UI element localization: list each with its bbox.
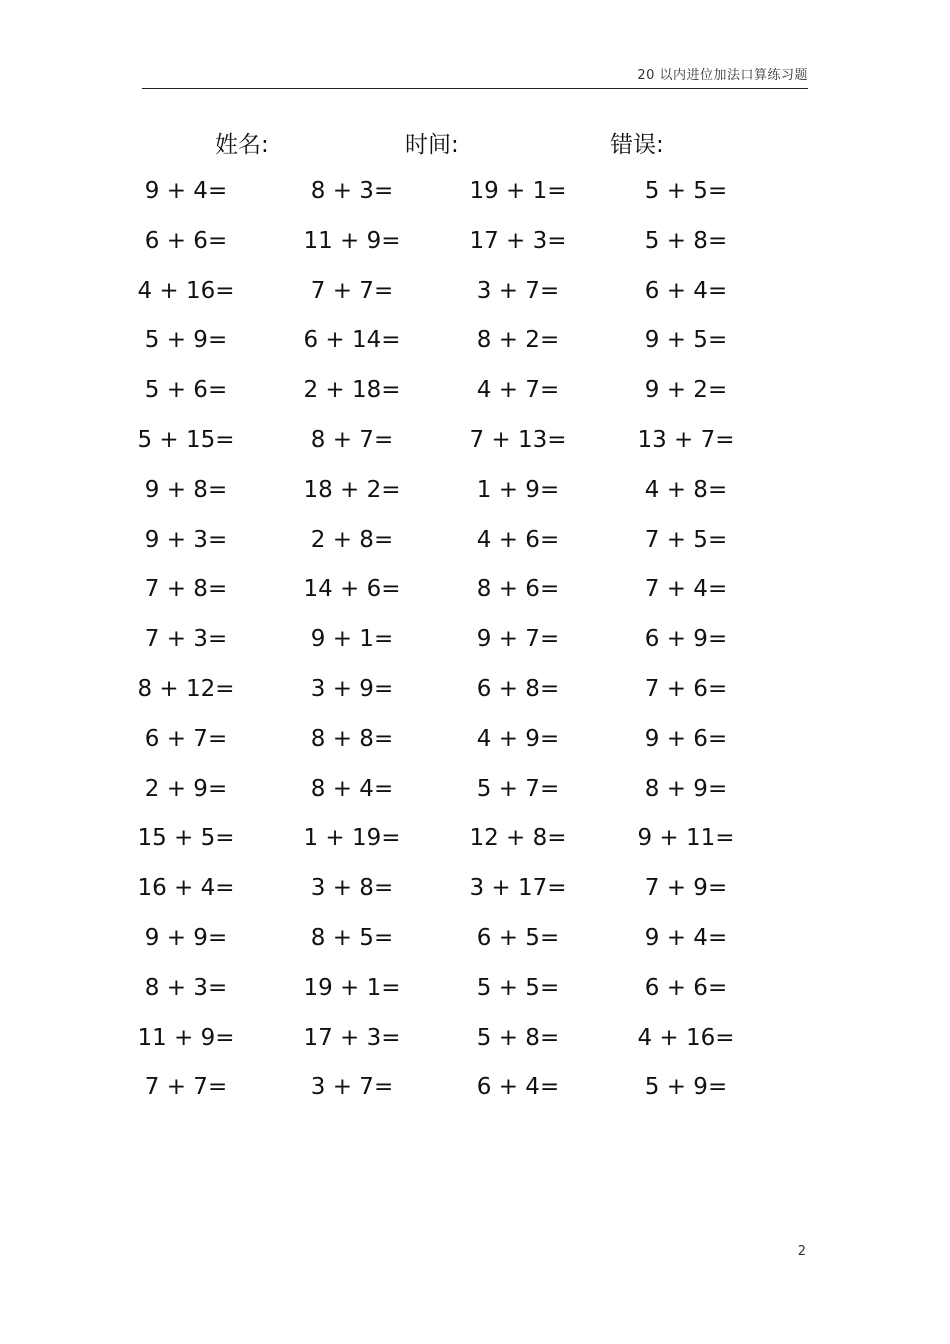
problem-row: [0, 323, 950, 373]
problem-row: [0, 722, 950, 772]
addition-problem: 6 + 4=: [476, 1074, 560, 1101]
problem-row: [0, 821, 950, 871]
addition-problem: 8 + 8=: [310, 725, 394, 752]
page-number: 2: [797, 1244, 806, 1259]
addition-problem: 9 + 3=: [144, 526, 228, 553]
addition-problem: 8 + 3=: [144, 974, 228, 1001]
addition-problem: 5 + 15=: [137, 426, 235, 453]
addition-problem: 7 + 8=: [144, 576, 228, 603]
addition-problem: 8 + 3=: [310, 178, 394, 204]
problem-row: [0, 871, 950, 921]
addition-problem: 7 + 3=: [144, 626, 228, 653]
addition-problem: 18 + 2=: [303, 476, 401, 503]
addition-problem: 6 + 4=: [644, 277, 728, 304]
addition-problem: 9 + 4=: [644, 924, 728, 951]
addition-problem: 8 + 12=: [137, 675, 235, 702]
addition-problem: 9 + 8=: [144, 476, 228, 503]
addition-problem: 8 + 7=: [310, 426, 394, 453]
problem-row: [0, 373, 950, 423]
addition-problem: 5 + 7=: [476, 775, 560, 802]
addition-problem: 9 + 4=: [144, 178, 228, 204]
problem-row: [0, 921, 950, 971]
addition-problem: 8 + 4=: [310, 775, 394, 802]
addition-problem: 9 + 11=: [637, 825, 735, 852]
problem-row: [0, 523, 950, 573]
addition-problem: 9 + 7=: [476, 626, 560, 653]
addition-problem: 3 + 9=: [310, 675, 394, 702]
problem-row: [0, 423, 950, 473]
addition-problem: 16 + 4=: [137, 875, 235, 902]
addition-problem: 5 + 6=: [144, 377, 228, 404]
problem-row: [0, 224, 950, 274]
addition-problem: 6 + 6=: [644, 974, 728, 1001]
addition-problem: 7 + 4=: [644, 576, 728, 603]
addition-problem: 7 + 7=: [144, 1074, 228, 1101]
addition-problem: 5 + 9=: [144, 327, 228, 354]
problem-row: [0, 572, 950, 622]
addition-problem: 17 + 3=: [469, 227, 567, 254]
header-divider: [142, 88, 808, 89]
addition-problem: 5 + 8=: [644, 227, 728, 254]
addition-problem: 7 + 7=: [310, 277, 394, 304]
problem-row: [0, 473, 950, 523]
addition-problem: 19 + 1=: [303, 974, 401, 1001]
addition-problem: 8 + 5=: [310, 924, 394, 951]
addition-problem: 9 + 1=: [310, 626, 394, 653]
addition-problem: 3 + 7=: [476, 277, 560, 304]
header-title: 20 以内进位加法口算练习题: [637, 68, 808, 83]
addition-problem: 4 + 6=: [476, 526, 560, 553]
problem-grid: [0, 174, 950, 1120]
addition-problem: 7 + 6=: [644, 675, 728, 702]
addition-problem: 2 + 9=: [144, 775, 228, 802]
problem-row: [0, 1070, 950, 1120]
addition-problem: 6 + 9=: [644, 626, 728, 653]
problem-row: [0, 672, 950, 722]
addition-problem: 4 + 9=: [476, 725, 560, 752]
addition-problem: 5 + 9=: [644, 1074, 728, 1101]
addition-problem: 7 + 13=: [469, 426, 567, 453]
addition-problem: 6 + 5=: [476, 924, 560, 951]
addition-problem: 6 + 8=: [476, 675, 560, 702]
problem-row: [0, 772, 950, 822]
addition-problem: 8 + 6=: [476, 576, 560, 603]
addition-problem: 6 + 7=: [144, 725, 228, 752]
problem-row: [0, 1021, 950, 1071]
problem-row: [0, 274, 950, 324]
addition-problem: 12 + 8=: [469, 825, 567, 852]
addition-problem: 6 + 14=: [303, 327, 401, 354]
addition-problem: 8 + 2=: [476, 327, 560, 354]
addition-problem: 3 + 7=: [310, 1074, 394, 1101]
errors-label: 错误:: [610, 132, 664, 158]
addition-problem: 9 + 5=: [644, 327, 728, 354]
addition-problem: 6 + 6=: [144, 227, 228, 254]
problem-row: [0, 622, 950, 672]
addition-problem: 7 + 5=: [644, 526, 728, 553]
addition-problem: 1 + 9=: [476, 476, 560, 503]
time-label: 时间:: [405, 132, 459, 158]
addition-problem: 13 + 7=: [637, 426, 735, 453]
addition-problem: 9 + 9=: [144, 924, 228, 951]
addition-problem: 2 + 8=: [310, 526, 394, 553]
addition-problem: 11 + 9=: [303, 227, 401, 254]
addition-problem: 5 + 8=: [476, 1024, 560, 1051]
problem-row: [0, 971, 950, 1021]
addition-problem: 8 + 9=: [644, 775, 728, 802]
name-label: 姓名:: [215, 132, 269, 158]
addition-problem: 4 + 7=: [476, 377, 560, 404]
addition-problem: 3 + 8=: [310, 875, 394, 902]
addition-problem: 5 + 5=: [644, 178, 728, 204]
addition-problem: 17 + 3=: [303, 1024, 401, 1051]
addition-problem: 4 + 8=: [644, 476, 728, 503]
addition-problem: 7 + 9=: [644, 875, 728, 902]
addition-problem: 4 + 16=: [637, 1024, 735, 1051]
addition-problem: 1 + 19=: [303, 825, 401, 852]
addition-problem: 19 + 1=: [469, 178, 567, 204]
addition-problem: 5 + 5=: [476, 974, 560, 1001]
student-info-row: [0, 126, 950, 160]
problem-row: [0, 174, 950, 224]
addition-problem: 9 + 2=: [644, 377, 728, 404]
addition-problem: 9 + 6=: [644, 725, 728, 752]
addition-problem: 4 + 16=: [137, 277, 235, 304]
addition-problem: 2 + 18=: [303, 377, 401, 404]
addition-problem: 15 + 5=: [137, 825, 235, 852]
addition-problem: 14 + 6=: [303, 576, 401, 603]
addition-problem: 11 + 9=: [137, 1024, 235, 1051]
addition-problem: 3 + 17=: [469, 875, 567, 902]
